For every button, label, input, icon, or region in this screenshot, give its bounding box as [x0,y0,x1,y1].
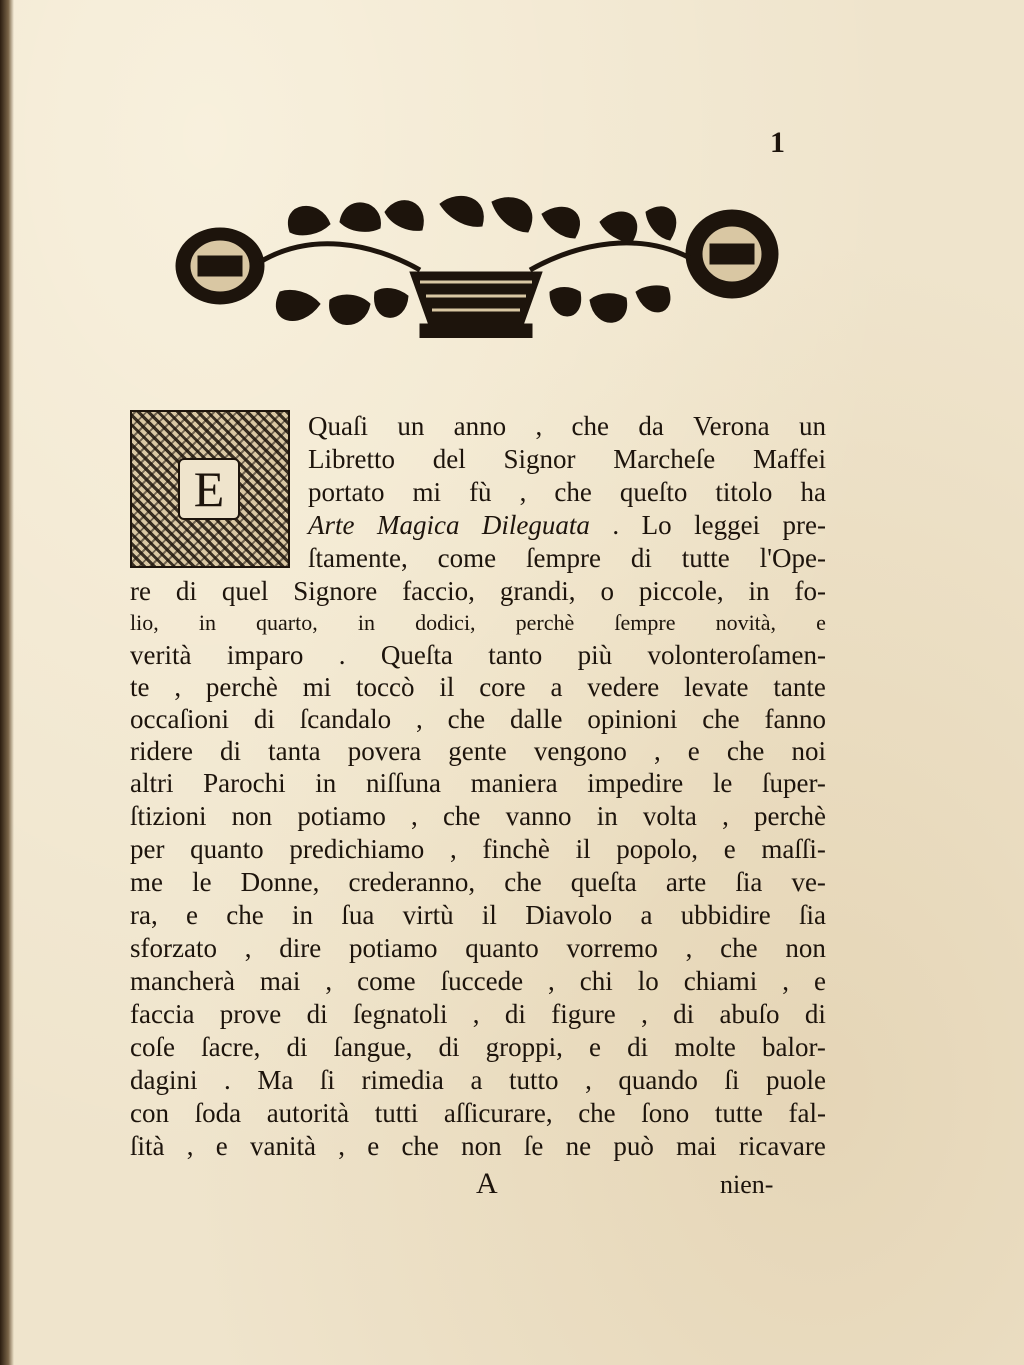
word: che [702,704,740,734]
initial-letter: E [193,461,225,517]
word: di [286,1032,308,1062]
word: con [130,1098,169,1128]
word: , [174,672,182,702]
word: coſe [130,1032,175,1062]
text-line [308,410,826,442]
word: e [723,834,736,864]
word: vengono [533,736,627,766]
word: vanno [505,801,572,831]
word: impedire [587,768,684,798]
word: in [292,900,314,930]
word: in [315,768,337,798]
word: ſità [130,1131,165,1161]
word: non [785,933,826,963]
word: altri [130,768,174,798]
word: ſempre [525,543,601,573]
word: da [638,411,664,441]
word: fal- [788,1098,826,1128]
word: mi [412,477,442,507]
word: Verona [693,411,770,441]
word: ubbidire [680,900,771,930]
word: te [130,672,150,702]
text-line [130,767,826,799]
word: tutto [509,1065,559,1095]
word: più [577,640,613,670]
text-line [130,639,826,671]
word: tutte [681,543,730,573]
word: ſia [735,867,763,897]
word: , [519,477,527,507]
word: fo- [794,576,826,606]
word: finchè [482,834,550,864]
word: ſempre [614,610,676,635]
word: che [571,411,610,441]
word: tanto [488,640,543,670]
word: predichiamo [289,834,425,864]
word: Donne, [240,867,320,897]
word: che [578,1098,616,1128]
word: niſſuna [365,768,441,798]
word: Diavolo [525,900,613,930]
word: , [782,966,789,996]
word: mai [259,966,301,996]
word: tutti [374,1098,419,1128]
word: noi [791,736,826,766]
text-line [130,575,826,607]
word: di [673,999,695,1029]
word: ricavare [738,1131,826,1161]
word: che [442,801,481,831]
word: queſta [570,867,637,897]
word: ſi [724,1065,740,1095]
word: , [450,834,457,864]
text-line [130,735,826,767]
word: di [627,1032,649,1062]
word: , [548,966,555,996]
word: , [244,933,252,963]
word: di [253,704,275,734]
floral-headpiece-ornament [170,192,782,338]
word: Signor [503,444,576,474]
word: non [461,1131,502,1161]
word: di [220,736,242,766]
word: mancherà [130,966,235,996]
word: piccole, [638,576,724,606]
word: in [357,610,375,635]
text-line [130,703,826,735]
word: ſe [523,1131,544,1161]
word: queſto [619,477,688,507]
word: pre- [782,510,826,540]
word: figure [551,999,616,1029]
text-line [130,671,826,703]
word: Quaſi [308,411,368,441]
word: sforzato [130,933,217,963]
word: anno [453,411,507,441]
word: maniera [470,768,558,798]
word: virtù [402,900,454,930]
word: ridere [130,736,193,766]
word: e [816,610,826,635]
book-gutter [0,0,14,1365]
word: perchè [754,801,826,831]
word: potiamo [297,801,386,831]
text-line [130,998,826,1030]
word: in [198,610,216,635]
word: un [397,411,425,441]
word: core [479,672,526,702]
word: potiamo [348,933,438,963]
word: ha [800,477,826,507]
initial-letter-frame [178,458,240,520]
word: , [338,1131,345,1161]
word: perchè [205,672,278,702]
word: del [432,444,466,474]
text-line [130,1064,826,1096]
word: fù [469,477,492,507]
word: Magica [376,510,460,540]
word: quarto, [256,610,318,635]
word: e [186,900,198,930]
text-line [308,542,826,574]
word: ra, [130,900,158,930]
text-line [130,866,826,898]
word: e [589,1032,602,1062]
text-line [308,509,826,541]
word: , [325,966,333,996]
text-line [130,899,826,931]
word: maſſi- [761,834,826,864]
word: che [720,933,758,963]
word: vedere [587,672,660,702]
word: popolo, [616,834,699,864]
word: di [306,999,328,1029]
word: balor- [761,1032,826,1062]
word: , [653,736,661,766]
word: , [641,999,648,1029]
word: dire [279,933,322,963]
word: quanto [465,933,539,963]
word: fanno [764,704,826,734]
word: chi [579,966,613,996]
word: ſcandalo [299,704,392,734]
word: . [338,640,346,670]
word: , [416,704,423,734]
word: me [130,867,163,897]
word: come [357,966,416,996]
word: e [215,1131,228,1161]
word: , [186,1131,194,1161]
word: ve- [791,867,826,897]
word: Lo [641,510,672,540]
word: ſuper- [762,768,826,798]
word: o [600,576,614,606]
word: le [192,867,212,897]
word: dagini [130,1065,198,1095]
word: che [401,1131,439,1161]
word: che [226,900,264,930]
word: Arte [308,510,355,540]
word: . [224,1065,231,1095]
word: tanta [268,736,321,766]
word: dalle [509,704,563,734]
word: chiami [683,966,758,996]
word: che [447,704,486,734]
word: povera [347,736,422,766]
word: faccia [130,999,195,1029]
page-number: 1 [770,126,785,159]
word: levate [684,672,749,702]
word: l'Ope- [759,543,826,573]
word: toccò [356,672,415,702]
word: opinioni [587,704,678,734]
word: verità [130,640,192,670]
word: crederanno, [348,867,476,897]
word: aſſicurare, [443,1098,553,1128]
word: ſoda [194,1098,242,1128]
word: portato [308,477,385,507]
word: dodici, [415,610,476,635]
word: novità, [715,610,777,635]
text-line [130,932,826,964]
word: il [439,672,455,702]
word: lio, [130,610,159,635]
word: a [470,1065,483,1095]
signature-mark: A [476,1167,498,1200]
word: che [726,736,765,766]
word: rimedia [361,1065,444,1095]
word: di [175,576,197,606]
word: quanto [190,834,264,864]
text-line [130,1097,826,1129]
word: prove [219,999,282,1029]
word: come [437,543,497,573]
text-line [130,833,826,865]
word: . [612,510,620,540]
word: mai [676,1131,717,1161]
word: ſono [641,1098,690,1128]
word: quel [221,576,269,606]
word: re [130,576,151,606]
word: le [712,768,733,798]
word: tante [773,672,826,702]
word: ſia [799,900,826,930]
word: ſangue, [333,1032,413,1062]
word: che [504,867,542,897]
word: ſacre, [201,1032,261,1062]
word: ſua [341,900,375,930]
word: occaſioni [130,704,229,734]
word: , [411,801,418,831]
word: autorità [266,1098,350,1128]
word: vanità [249,1131,316,1161]
text-line [130,1031,826,1063]
word: titolo [715,477,773,507]
word: faccio, [402,576,475,606]
word: quando [618,1065,698,1095]
word: e [813,966,826,996]
word: e [687,736,700,766]
word: Maffei [753,444,826,474]
word: abuſo [719,999,780,1029]
word: può [613,1131,654,1161]
word: Parochi [203,768,286,798]
word: , [472,999,480,1029]
word: , [585,1065,592,1095]
word: ne [565,1131,592,1161]
text-line [130,800,826,832]
word: lo [637,966,659,996]
word: volta [642,801,697,831]
word: , [685,933,693,963]
word: un [798,411,826,441]
catchword: nien- [720,1170,774,1199]
word: vorremo [566,933,658,963]
word: di [804,999,826,1029]
word: e [367,1131,380,1161]
word: ſi [319,1065,335,1095]
word: grandi, [499,576,576,606]
word: ſtamente, [308,543,408,573]
word: che [554,477,592,507]
word: groppi, [485,1032,563,1062]
word: leggei [694,510,761,540]
word: di [630,543,652,573]
word: , [722,801,729,831]
word: imparo [226,640,304,670]
word: non [231,801,273,831]
text-line [130,1130,826,1162]
word: Ma [257,1065,294,1095]
word: arte [665,867,707,897]
text-line [130,965,826,997]
word: Libretto [308,444,395,474]
word: di [504,999,526,1029]
word: il [481,900,497,930]
word: puole [765,1065,826,1095]
word: in [596,801,618,831]
word: ſtizioni [130,801,207,831]
word: Signore [293,576,378,606]
text-line [130,607,826,639]
word: di [438,1032,460,1062]
word: , [535,411,543,441]
word: a [640,900,653,930]
word: gente [448,736,507,766]
word: Queſta [380,640,453,670]
word: volonteroſamen- [647,640,826,670]
text-line [308,443,826,475]
word: Dileguata [481,510,590,540]
word: perchè [515,610,575,635]
word: per [130,834,165,864]
word: ſegnatoli [352,999,448,1029]
text-line [308,476,826,508]
word: il [575,834,591,864]
word: Marcheſe [613,444,716,474]
word: in [748,576,770,606]
word: a [550,672,563,702]
word: tutte [714,1098,763,1128]
word: molte [674,1032,736,1062]
word: mi [302,672,332,702]
decorated-initial [130,410,290,568]
word: ſuccede [440,966,524,996]
